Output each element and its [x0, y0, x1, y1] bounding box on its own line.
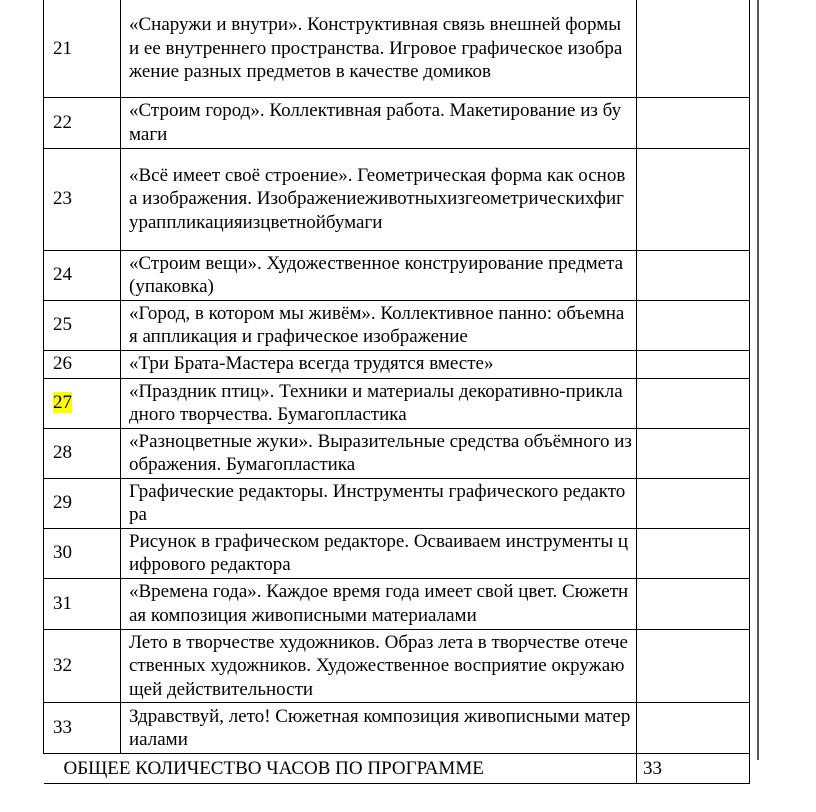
lesson-hours — [637, 148, 750, 250]
table-row — [44, 97, 750, 148]
lesson-number: 28 — [53, 442, 72, 464]
lesson-number-cell — [44, 478, 121, 528]
column-divider — [757, 0, 759, 760]
lesson-number: 25 — [53, 314, 72, 336]
lesson-number-cell — [44, 97, 121, 148]
lesson-topic: «Строим вещи». Художественное конструирование предмета (упаковка) — [121, 250, 637, 300]
table-row — [44, 148, 750, 250]
lesson-number: 30 — [53, 542, 72, 564]
lesson-plan-table — [43, 0, 750, 784]
total-hours: 33 — [637, 754, 750, 784]
lesson-number: 23 — [53, 188, 72, 210]
table-row — [44, 629, 750, 703]
lesson-topic: «Разноцветные жуки». Выразительные средства объёмного изображения. Бумагопластика — [121, 428, 637, 478]
lesson-number-cell — [44, 703, 121, 754]
lesson-hours — [637, 378, 750, 428]
lesson-hours — [637, 428, 750, 478]
table-row — [44, 250, 750, 300]
lesson-topic: «Праздник птиц». Техники и материалы декоративно-прикладного творчества. Бумагопластика — [121, 378, 637, 428]
table-row — [44, 0, 750, 97]
lesson-hours — [637, 300, 750, 350]
lesson-topic: Здравствуй, лето! Сюжетная композиция живописными материалами — [121, 703, 637, 754]
lesson-number-cell — [44, 250, 121, 300]
lesson-number-cell — [44, 629, 121, 703]
table-row — [44, 378, 750, 428]
total-row — [44, 754, 750, 784]
table-row — [44, 478, 750, 528]
lesson-hours — [637, 97, 750, 148]
lesson-hours — [637, 703, 750, 754]
lesson-number-cell — [44, 350, 121, 378]
table-row — [44, 528, 750, 578]
lesson-number: 31 — [53, 592, 72, 614]
lesson-topic: Графические редакторы. Инструменты графического редактора — [121, 478, 637, 528]
lesson-topic: Лето в творчестве художников. Образ лета в творчестве отечественных художников. Художественное восприятие окружающей действительности — [121, 629, 637, 703]
lesson-topic: Рисунок в графическом редакторе. Осваиваем инструменты цифрового редактора — [121, 528, 637, 578]
lesson-plan-body — [44, 0, 750, 784]
lesson-topic: «Город, в котором мы живём». Коллективное панно: объемная аппликация и графическое изображение — [121, 300, 637, 350]
total-label: ОБЩЕЕ КОЛИЧЕСТВО ЧАСОВ ПО ПРОГРАММЕ — [44, 754, 637, 784]
lesson-number: 33 — [53, 717, 72, 739]
lesson-number: 26 — [53, 353, 72, 375]
table-row — [44, 350, 750, 378]
lesson-number: 21 — [53, 37, 72, 59]
table-row — [44, 300, 750, 350]
lesson-hours — [637, 478, 750, 528]
lesson-number: 24 — [53, 264, 72, 286]
lesson-number-cell — [44, 300, 121, 350]
lesson-hours — [637, 0, 750, 97]
lesson-number: 22 — [53, 111, 72, 133]
lesson-topic: «Строим город». Коллективная работа. Макетирование из бумаги — [121, 97, 637, 148]
lesson-hours — [637, 578, 750, 629]
lesson-topic: «Снаружи и внутри». Конструктивная связь внешней формы и ее внутреннего пространства. Игровое графическое изображение разных предметов в качестве домиков — [121, 0, 637, 97]
lesson-number-cell — [44, 148, 121, 250]
lesson-number-cell — [44, 528, 121, 578]
lesson-hours — [637, 350, 750, 378]
lesson-topic: «Всё имеет своё строение». Геометрическая форма как основа изображения. Изображениеживотныхизгеометрическихфигураппликацияизцветнойбумаги — [121, 148, 637, 250]
lesson-topic: «Времена года». Каждое время года имеет свой цвет. Сюжетная композиция живописными материалами — [121, 578, 637, 629]
lesson-number: 27 — [53, 392, 72, 414]
lesson-hours — [637, 528, 750, 578]
lesson-number-cell — [44, 0, 121, 97]
table-row — [44, 428, 750, 478]
table-row — [44, 703, 750, 754]
lesson-number: 29 — [53, 492, 72, 514]
lesson-hours — [637, 629, 750, 703]
lesson-number-cell — [44, 578, 121, 629]
lesson-topic: «Три Брата-Мастера всегда трудятся вместе» — [121, 350, 637, 378]
lesson-hours — [637, 250, 750, 300]
table-row — [44, 578, 750, 629]
lesson-number-cell — [44, 378, 121, 428]
lesson-number: 32 — [53, 655, 72, 676]
lesson-number-cell — [44, 428, 121, 478]
